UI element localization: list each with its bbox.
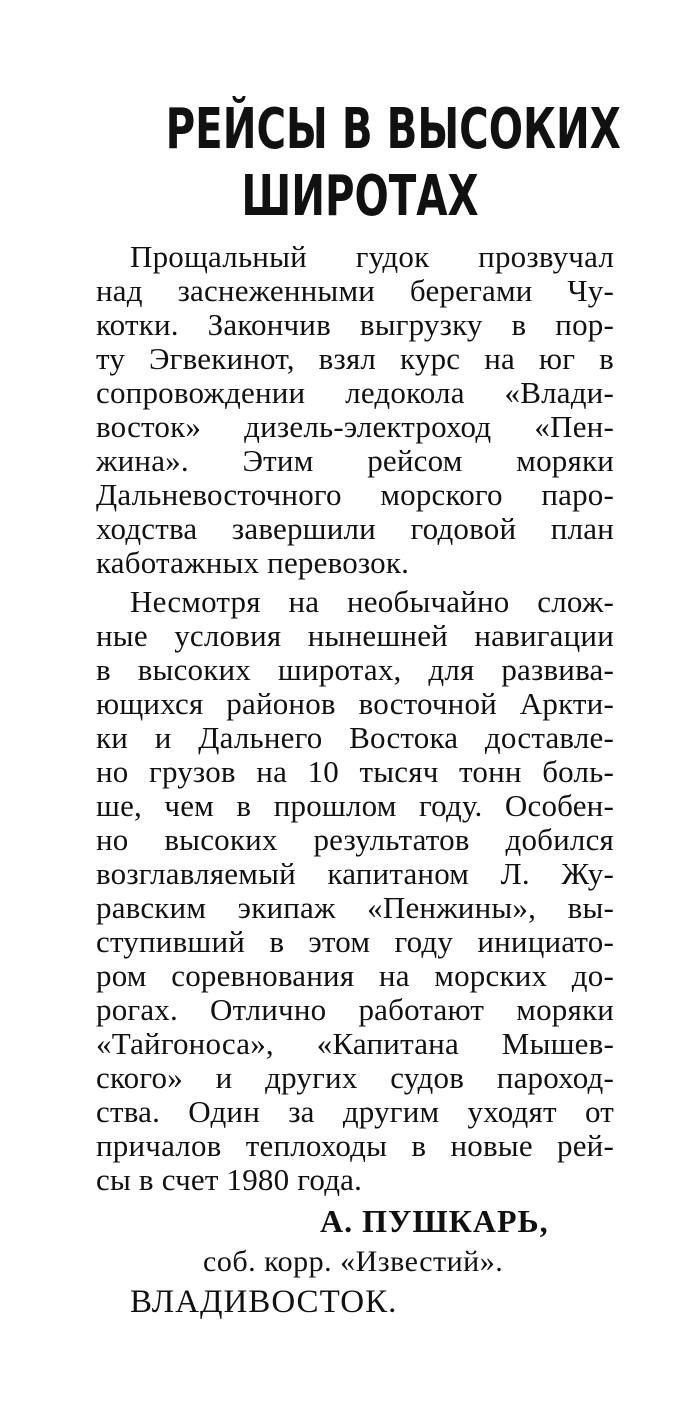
paragraph-1-line-8: Дальневосточного морского паро- (96, 477, 614, 512)
paragraph-2-line-3: в высоких широтах, для развива- (96, 652, 614, 687)
author-name: А. ПУШКАРЬ, (320, 1203, 549, 1239)
paragraph-2-line-10: равским экипаж «Пенжины», вы- (96, 890, 614, 925)
paragraph-1-line-6: восток» дизель-электроход «Пен- (96, 409, 614, 444)
paragraph-2-line-16: ства. Один за другим уходят от (96, 1094, 614, 1129)
paragraph-2-line-17: причалов теплоходы в новые рей- (96, 1128, 614, 1163)
dateline: ВЛАДИВОСТОК. (130, 1284, 398, 1320)
paragraph-1-line-9: ходства завершили годовой план (96, 511, 614, 546)
paragraph-1-line-2: над заснеженными берегами Чу- (96, 273, 614, 308)
paragraph-2-line-6: но грузов на 10 тысяч тонн боль- (96, 754, 614, 789)
paragraph-2-line-9: возглавляемый капитаном Л. Жу- (96, 856, 614, 891)
paragraph-2-line-5: ки и Дальнего Востока доставле- (96, 720, 614, 755)
paragraph-2-line-14: «Тайгоноса», «Капитана Мышев- (96, 1026, 614, 1061)
paragraph-2-line-11: ступивший в этом году инициато- (96, 924, 614, 959)
paragraph-1-line-10: каботажных перевозок. (96, 545, 410, 580)
headline-line-2: ШИРОТАХ (241, 164, 479, 229)
paragraph-2-line-13: рогах. Отлично работают моряки (96, 992, 614, 1027)
paragraph-1-line-3: котки. Закончив выгрузку в пор- (96, 307, 614, 342)
paragraph-2-line-2: ные условия нынешней навигации (96, 618, 614, 653)
paragraph-2-line-4: ющихся районов восточной Аркти- (96, 686, 614, 721)
paragraph-1-line-4: ту Эгвекинот, взял курс на юг в (96, 341, 614, 376)
paragraph-2-line-7: ше, чем в прошлом году. Особен- (96, 788, 614, 823)
paragraph-1-line-1: Прощальный гудок прозвучал (130, 239, 614, 274)
paragraph-2-line-8: но высоких результатов добился (96, 822, 614, 857)
paragraph-2-line-15: ского» и других судов пароход- (96, 1060, 614, 1095)
paragraph-2-line-18: сы в счет 1980 года. (96, 1162, 363, 1197)
paragraph-2-line-12: ром соревнования на морских до- (96, 958, 614, 993)
author-role: соб. корр. «Известий». (203, 1245, 504, 1278)
headline-line-1: РЕЙСЫ В ВЫСОКИХ (165, 97, 621, 162)
paragraph-2-line-1: Несмотря на необычайно слож- (130, 584, 614, 619)
paragraph-1-line-5: сопровождении ледокола «Влади- (96, 375, 614, 410)
paragraph-1-line-7: жина». Этим рейсом моряки (96, 443, 614, 478)
